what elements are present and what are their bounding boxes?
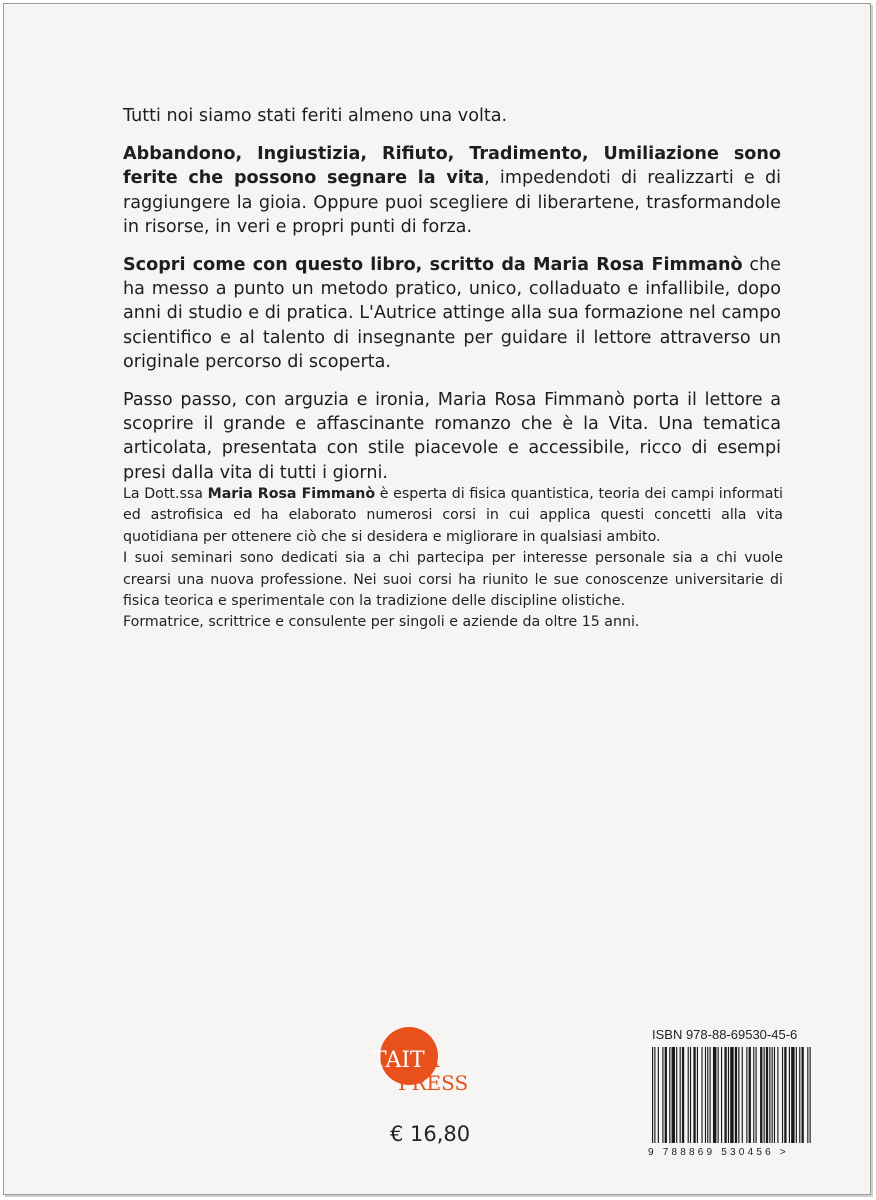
barcode-bar xyxy=(658,1047,659,1143)
barcode-bar xyxy=(693,1047,695,1143)
author-name: Maria Rosa Fimmanò xyxy=(207,486,376,502)
barcode-bar xyxy=(753,1047,754,1143)
blurb-paragraph-3 xyxy=(123,253,781,374)
isbn: ISBN 978-88-69530-45-6 xyxy=(652,1027,798,1042)
barcode-bar xyxy=(756,1047,757,1143)
logo-word-press: PRESS xyxy=(398,1071,469,1095)
barcode-bar xyxy=(724,1047,726,1143)
logo-word-taita-head: TAIT xyxy=(372,1048,424,1073)
barcode-bar xyxy=(713,1047,716,1143)
barcode-bar xyxy=(760,1047,762,1143)
barcode-bar xyxy=(777,1047,778,1143)
barcode-bars xyxy=(648,1047,818,1145)
author-bio xyxy=(123,484,783,634)
barcode-bar xyxy=(728,1047,729,1143)
barcode-bar xyxy=(746,1047,747,1143)
barcode-bar xyxy=(672,1047,675,1143)
barcode-bar xyxy=(791,1047,794,1143)
barcode-bar xyxy=(718,1047,719,1143)
blurb-paragraph-4: Passo passo, con arguzia e ironia, Maria Rosa Fimmanò porta il lettore a scoprire il grande e affascinante romanzo che è la Vita. Una tematica articolata, presentata con stile piacevole e accessibile, ricco di esempi presi dalla vita di tutti i giorni. xyxy=(123,390,781,483)
blurb-paragraph-2-text: , impedendoti di realizzarti e di raggiungere la gioia. Oppure puoi scegliere di liberartene, trasformandole in risorse, in veri e propri punti di forza. xyxy=(123,168,782,237)
barcode-bar xyxy=(738,1047,739,1143)
barcode-bar xyxy=(749,1047,751,1143)
blurb-paragraph-3-text: che ha messo a punto un metodo pratico, unico, colladuato e infallibile, dopo anni di studio e di pratica. L'Autrice attinge alla sua formazione nel campo scientifico e al talento di insegnante per guidare il lettore attraverso un originale percorso di scoperta. xyxy=(123,255,781,372)
barcode-bar xyxy=(774,1047,775,1143)
barcode-digits: 9 788869 530456 > xyxy=(648,1147,789,1158)
barcode-bar xyxy=(782,1047,783,1143)
barcode-bar xyxy=(730,1047,733,1143)
barcode-bar xyxy=(676,1047,677,1143)
blurb-paragraph-1: Tutti noi siamo stati feriti almeno una volta. xyxy=(123,106,508,126)
barcode-bar xyxy=(707,1047,708,1143)
bio-paragraph-1 xyxy=(123,484,783,548)
price: € 16,80 xyxy=(390,1122,471,1146)
book-back-cover xyxy=(3,3,871,1195)
barcode-bar xyxy=(680,1047,681,1143)
blurb-paragraph-2 xyxy=(123,142,781,239)
barcode-bar xyxy=(701,1047,702,1143)
blurb-paragraph-3-bold: Scopri come con questo libro, scritto da Maria Rosa Fimmanò xyxy=(123,255,743,276)
barcode-bar xyxy=(810,1047,811,1143)
barcode-bar xyxy=(742,1047,743,1143)
barcode-bar xyxy=(652,1047,653,1143)
barcode-bar xyxy=(802,1047,804,1143)
barcode-bar xyxy=(772,1047,773,1143)
barcode-bar xyxy=(705,1047,706,1143)
publisher-logo xyxy=(356,1024,496,1104)
logo-word-taita xyxy=(372,1048,439,1073)
barcode-bar xyxy=(669,1047,670,1143)
barcode-bar xyxy=(764,1047,765,1143)
barcode-bar xyxy=(662,1047,663,1143)
barcode-bar xyxy=(690,1047,691,1143)
barcode-bar xyxy=(688,1047,689,1143)
barcode-bar xyxy=(784,1047,786,1143)
barcode-bar xyxy=(799,1047,800,1143)
barcode xyxy=(648,1047,818,1167)
logo-word-taita-tail: A xyxy=(423,1048,440,1073)
bio-paragraph-3: Formatrice, scrittrice e consulente per singoli e aziende da oltre 15 anni. xyxy=(123,614,640,631)
barcode-bar xyxy=(789,1047,790,1143)
bio-paragraph-1-text: è esperta di fisica quantistica, teoria dei campi informati ed astrofisica ed ha elaborato numerosi corsi in cui applica questi concetti alla vita quotidiana per ottenere ciò che si desidera e migliorare in qualsiasi ambito. xyxy=(123,486,783,545)
bio-intro: La Dott.ssa xyxy=(123,486,208,502)
blurb-paragraph-2-bold: Abbandono, Ingiustizia, Rifiuto, Tradimento, Umiliazione sono ferite che possono segnare la vita xyxy=(123,144,781,189)
blurb xyxy=(123,104,781,499)
barcode-bar xyxy=(769,1047,770,1143)
barcode-bar xyxy=(735,1047,737,1143)
barcode-bar xyxy=(766,1047,768,1143)
barcode-bar xyxy=(665,1047,667,1143)
barcode-bar xyxy=(654,1047,655,1143)
barcode-bar xyxy=(710,1047,711,1143)
barcode-bar xyxy=(697,1047,698,1143)
barcode-bar xyxy=(721,1047,722,1143)
barcode-bar xyxy=(796,1047,797,1143)
barcode-bar xyxy=(807,1047,808,1143)
barcode-bar xyxy=(682,1047,684,1143)
bio-paragraph-2: I suoi seminari sono dedicati sia a chi partecipa per interesse personale sia a chi vuole crearsi una nuova professione. Nei suoi corsi ha riunito le sue conoscenze universitarie di fisica teorica e sperimentale con la tradizione delle discipline olistiche. xyxy=(123,550,783,610)
